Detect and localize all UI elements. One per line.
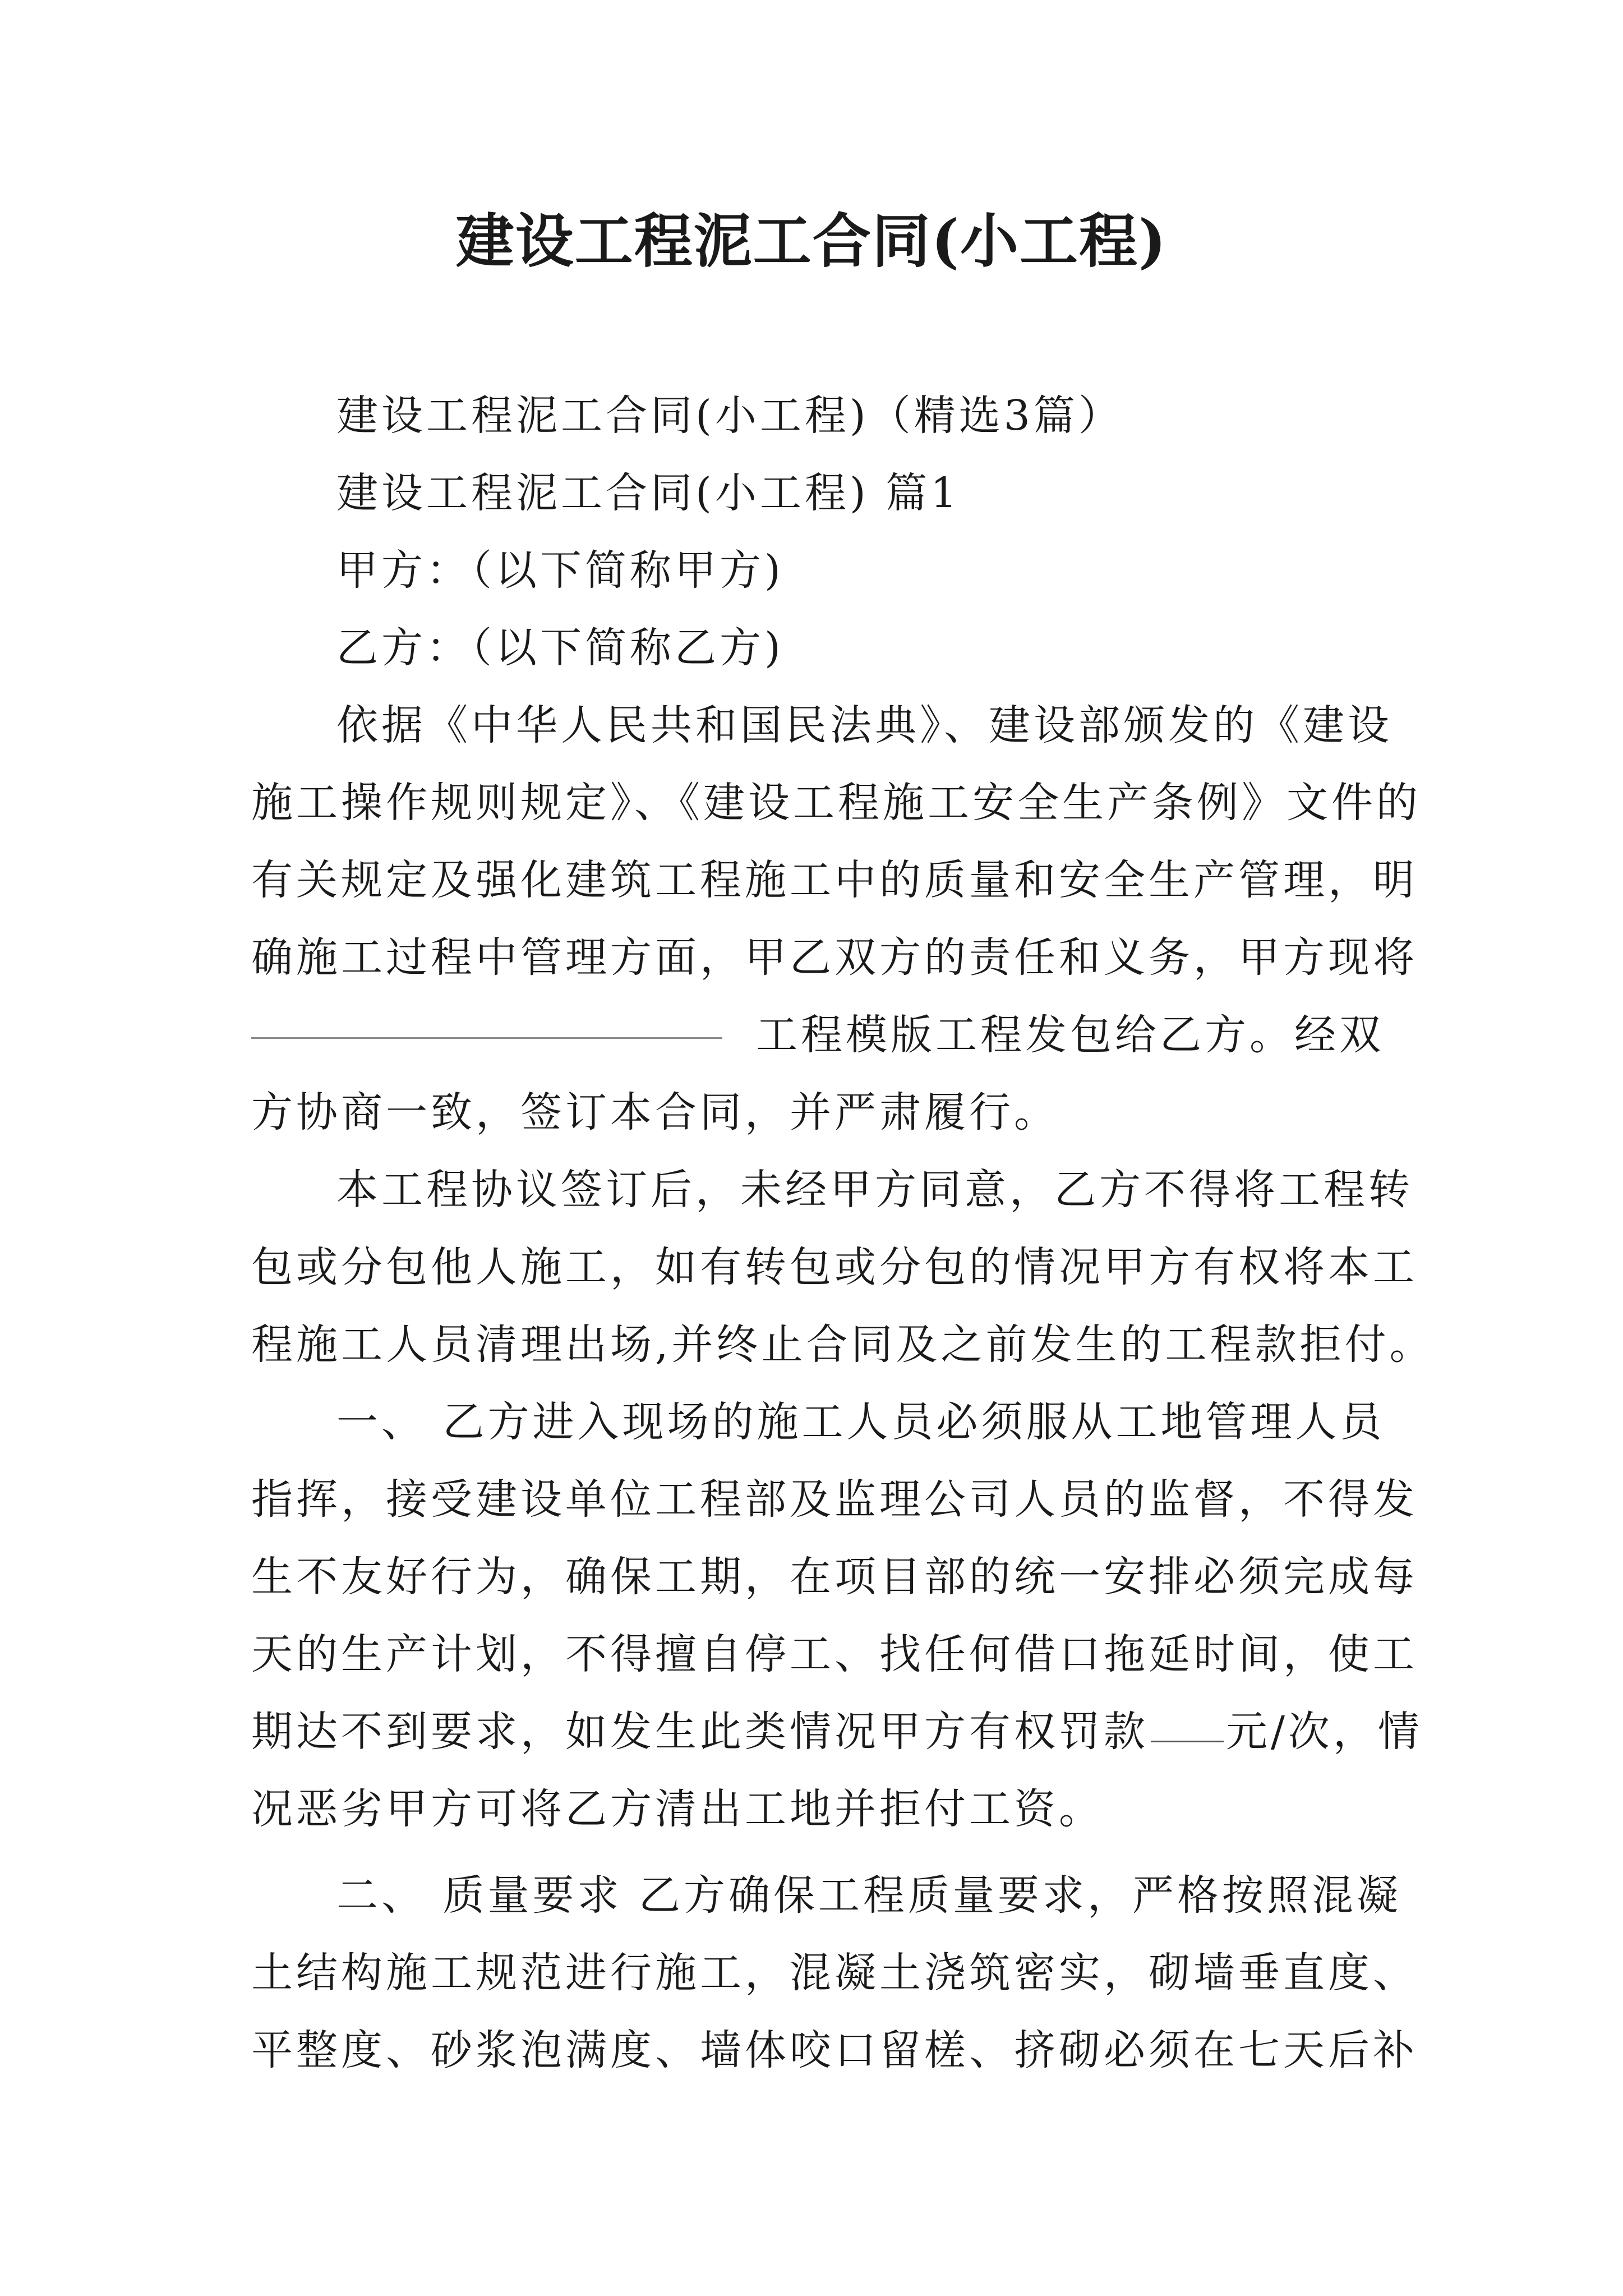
clause-2-line-3: 平整度、砂浆泡满度、墙体咬口留槎、挤砌必须在七天后补 [251, 2026, 1418, 2074]
clause-1-line-1: 一、 乙方进入现场的施工人员必须服从工地管理人员 [336, 1398, 1385, 1446]
paragraph-basis-line-4: 确施工过程中管理方面，甲乙双方的责任和义务，甲方现将 [251, 933, 1418, 982]
fine-amount-blank [1151, 1740, 1224, 1742]
party-b-line: 乙方：（以下简称乙方) [336, 624, 784, 672]
paragraph-subcontract-line-1: 本工程协议签订后，未经甲方同意，乙方不得将工程转 [336, 1166, 1413, 1214]
clause-1-line-5 [251, 1693, 1423, 1770]
paragraph-subtitle: 建设工程泥工合同(小工程)（精选3篇） [336, 392, 1123, 440]
clause-1-line-5-text-a: 期达不到要求，如发生此类情况甲方有权罚款 [251, 1708, 1149, 1756]
paragraph-basis-line-2: 施工操作规则规定》、《建设工程施工安全生产条例》文件的 [251, 779, 1421, 827]
clause-2-line-2: 土结构施工规范进行施工，混凝土浇筑密实，砌墙垂直度、 [251, 1949, 1418, 1997]
paragraph-basis-line-5 [251, 996, 1384, 1074]
paragraph-basis-line-5-text: 工程模版工程发包给乙方。经双 [756, 1011, 1384, 1059]
clause-2-line-1: 二、 质量要求 乙方确保工程质量要求，严格按照混凝 [336, 1871, 1402, 1920]
paragraph-subcontract-line-2: 包或分包他人施工，如有转包或分包的情况甲方有权将本工 [251, 1243, 1418, 1291]
paragraph-subcontract-line-3: 程施工人员清理出场,并终止合同及之前发生的工程款拒付。 [251, 1320, 1435, 1369]
clause-1-line-5-text-b: 元/次，情 [1226, 1708, 1423, 1756]
document-body [251, 377, 1435, 2089]
party-a-line: 甲方：（以下简称甲方) [336, 546, 784, 595]
clause-1-line-6: 况恶劣甲方可将乙方清出工地并拒付工资。 [251, 1785, 1104, 1833]
paragraph-basis-line-3: 有关规定及强化建筑工程施工中的质量和安全生产管理，明 [251, 856, 1418, 904]
clause-1-line-4: 天的生产计划，不得擅自停工、找任何借口拖延时间，使工 [251, 1630, 1418, 1678]
paragraph-basis-line-6: 方协商一致，签订本合同，并严肃履行。 [251, 1088, 1059, 1137]
paragraph-section-heading: 建设工程泥工合同(小工程) 篇1 [336, 469, 961, 517]
project-name-blank [251, 1036, 722, 1039]
clause-1-line-3: 生不友好行为，确保工期，在项目部的统一安排必须完成每 [251, 1553, 1418, 1601]
clause-1-line-2: 指挥，接受建设单位工程部及监理公司人员的监督，不得发 [251, 1475, 1418, 1524]
paragraph-basis-line-1: 依据《中华人民共和国民法典》、建设部颁发的《建设 [336, 701, 1393, 749]
document-title: 建设工程泥工合同(小工程) [455, 206, 1168, 275]
